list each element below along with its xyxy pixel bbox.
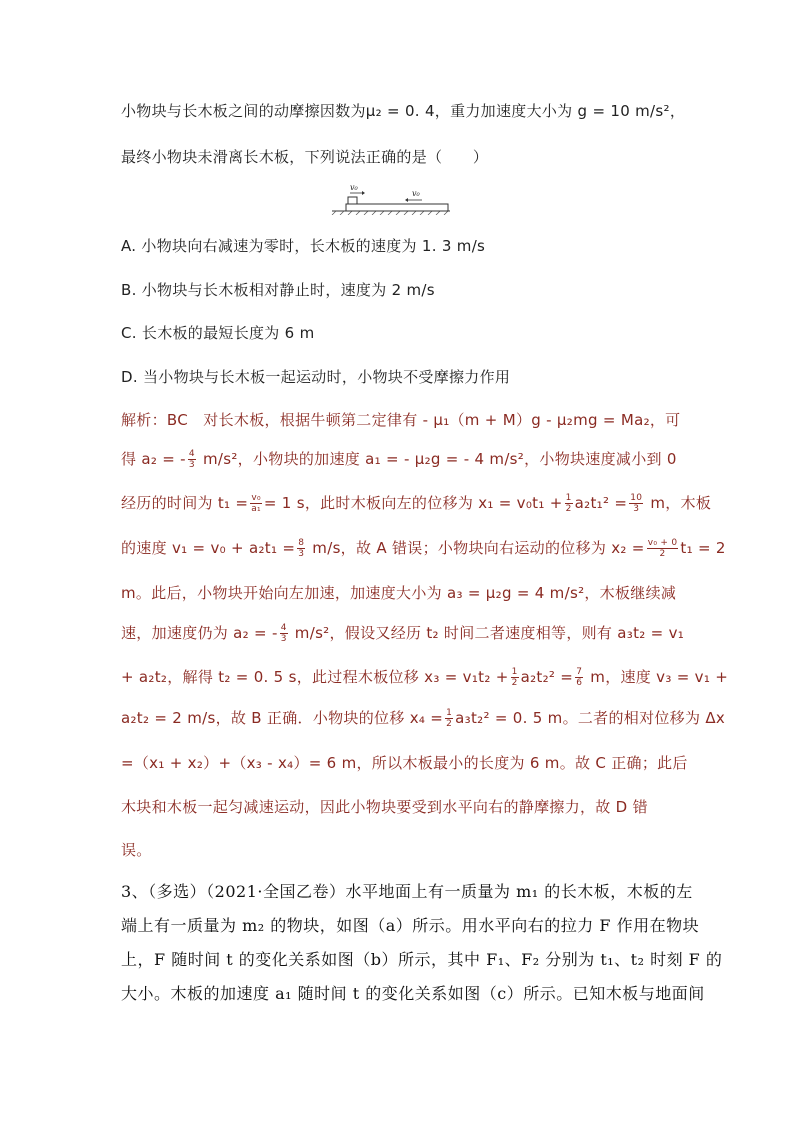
v0-label-block: v₀ [350,183,358,192]
solution-line-8: a₂t₂ = 2 m/s，故 B 正确．小物块的位移 x₄ = $\frac{1}{2}$ a₃t₂² = 0. 5 m。二者的相对位移为 Δx [121,708,726,729]
solution-line-7: + a₂t₂，解得 t₂ = 0. 5 s，此过程木板位移 x₃ = v₁t₂ + $\frac{1}{2}$ a₂t₂² = $\frac{7}{6}$ m，速度 v₃ = v₁ + [121,667,729,688]
solution-line-10: 木块和木板一起匀减速运动，因此小物块要受到水平向右的静摩擦力，故 D 错 [121,798,648,816]
option-b: B. 小物块与长木板相对静止时，速度为 2 m/s [121,281,435,299]
solution-line-4: 的速度 v₁ = v₀ + a₂t₁ = $\frac{8}{3}$ m/s，故 A 错误；小物块向右运动的位移为 x₂ = $\frac{\text{v₀ + 0}}{2}$ t₁ = 2 [121,538,726,559]
question-3-line-1: 3、（多选）（2021·全国乙卷）水平地面上有一质量为 m₁ 的长木板，木板的左 [121,882,693,901]
solution-line-1: 解析：BC 对长木板，根据牛顿第二定律有 - μ₁（m + M）g - μ₂mg = Ma₂，可 [121,411,681,429]
solution-line-3: 经历的时间为 t₁ = $\frac{\text{v₀}}{\text{a₁}}$ = 1 s，此时木板向左的位移为 x₁ = v₀t₁ + $\frac{1}{2}$ a₂t₁² = $\frac{10}{3}$ m，木板 [121,493,712,514]
question-3-line-3: 上，F 随时间 t 的变化关系如图（b）所示，其中 F₁、F₂ 分别为 t₁、t₂ 时刻 F 的 [121,950,723,969]
option-a: A. 小物块向右减速为零时，长木板的速度为 1. 3 m/s [121,237,486,255]
option-d: D. 当小物块与长木板一起运动时，小物块不受摩擦力作用 [121,368,511,386]
solution-line-2: 得 a₂ = - $\frac{4}{3}$ m/s²，小物块的加速度 a₁ = - μ₂g = - 4 m/s²，小物块速度减小到 0 [121,449,677,470]
long-board [346,204,448,211]
solution-line-11: 误。 [121,841,152,859]
solution-line-5: m。此后，小物块开始向左加速，加速度大小为 a₃ = μ₂g = 4 m/s²，木板继续减 [121,584,677,602]
small-block [348,197,357,204]
block-board-figure [330,180,455,215]
v0-label-board: v₀ [412,189,420,198]
solution-line-9: =（x₁ + x₂）+（x₃ - x₄）= 6 m，所以木板最小的长度为 6 m。故 C 正确；此后 [121,754,688,772]
solution-line-6: 速，加速度仍为 a₂ = - $\frac{4}{3}$ m/s²，假设又经历 t₂ 时间二者速度相等，则有 a₃t₂ = v₁ [121,623,685,644]
stem-line-1: 小物块与长木板之间的动摩擦因数为μ₂ = 0. 4，重力加速度大小为 g = 10 m/s²， [121,102,686,120]
stem-line-2: 最终小物块未滑离长木板，下列说法正确的是（ ） [121,148,489,166]
question-3-line-4: 大小。木板的加速度 a₁ 随时间 t 的变化关系如图（c）所示。已知木板与地面间 [121,984,705,1003]
option-c: C. 长木板的最短长度为 6 m [121,324,315,342]
question-3-line-2: 端上有一质量为 m₂ 的物块，如图（a）所示。用水平向右的拉力 F 作用在物块 [121,916,700,935]
